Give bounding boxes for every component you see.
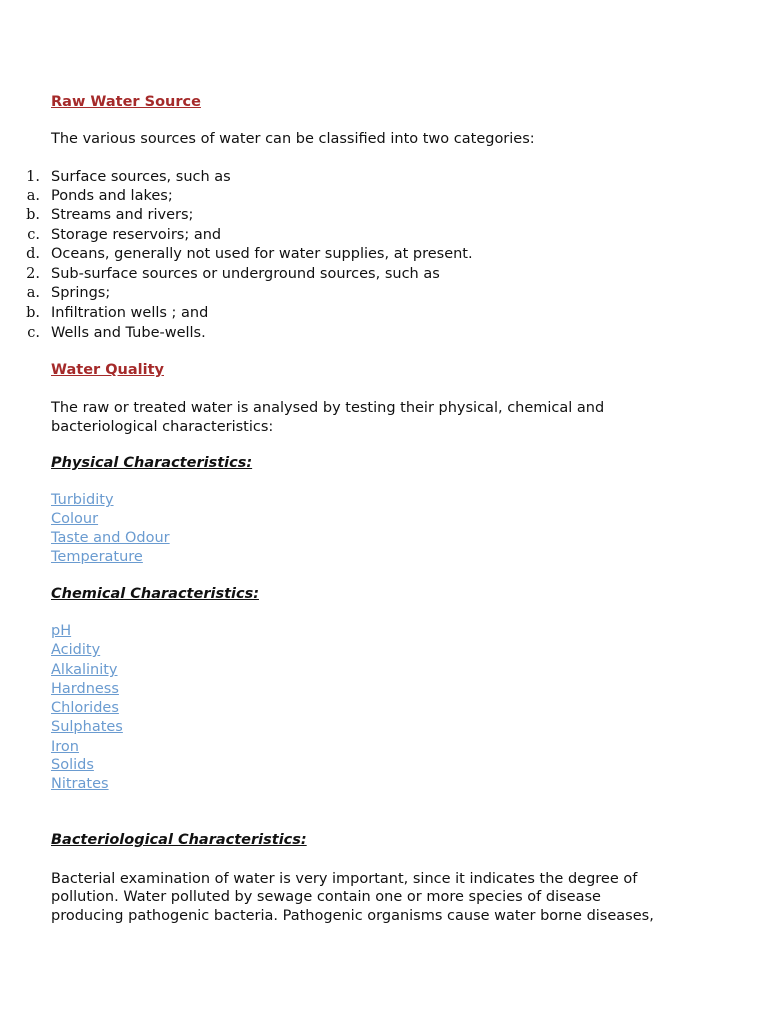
list-item: Wells and Tube-wells.: [51, 325, 206, 341]
water-quality-intro-line1: The raw or treated water is analysed by testing their physical, chemical and: [51, 400, 605, 416]
list-item: Streams and rivers;: [51, 207, 194, 223]
list-item: Oceans, generally not used for water supplies, at present.: [51, 246, 473, 262]
link-turbidity[interactable]: Turbidity: [51, 492, 114, 508]
list-marker: a.: [26, 188, 40, 204]
list-item: Sub-surface sources or underground sources, such as: [51, 266, 440, 282]
bacteriological-characteristics-heading: Bacteriological Characteristics:: [51, 832, 307, 848]
bacteriological-paragraph-line1: Bacterial examination of water is very important, since it indicates the degree of: [51, 871, 638, 887]
link-sulphates[interactable]: Sulphates: [51, 719, 123, 735]
list-marker: d.: [26, 246, 40, 262]
link-acidity[interactable]: Acidity: [51, 642, 101, 658]
raw-water-intro: The various sources of water can be classified into two categories:: [51, 131, 535, 147]
list-item: Infiltration wells ; and: [51, 305, 209, 321]
list-marker: b.: [26, 305, 40, 321]
list-marker: 1.: [26, 169, 40, 185]
list-item: Storage reservoirs; and: [51, 227, 222, 243]
list-item: Surface sources, such as: [51, 169, 231, 185]
bacteriological-paragraph-line3: producing pathogenic bacteria. Pathogenic organisms cause water borne diseases,: [51, 908, 654, 924]
link-taste-and-odour[interactable]: Taste and Odour: [51, 530, 170, 546]
link-iron[interactable]: Iron: [51, 739, 79, 755]
list-marker: 2.: [26, 266, 40, 282]
list-item: Springs;: [51, 285, 111, 301]
bacteriological-paragraph-line2: pollution. Water polluted by sewage contain one or more species of disease: [51, 889, 601, 905]
list-marker: c.: [27, 325, 40, 341]
link-hardness[interactable]: Hardness: [51, 681, 119, 697]
list-item: Ponds and lakes;: [51, 188, 173, 204]
link-colour[interactable]: Colour: [51, 511, 99, 527]
raw-water-source-heading: Raw Water Source: [51, 94, 201, 110]
link-alkalinity[interactable]: Alkalinity: [51, 662, 118, 678]
water-quality-heading: Water Quality: [51, 362, 164, 378]
link-solids[interactable]: Solids: [51, 757, 94, 773]
list-marker: b.: [26, 207, 40, 223]
link-chlorides[interactable]: Chlorides: [51, 700, 119, 716]
link-ph[interactable]: pH: [51, 623, 72, 639]
link-nitrates[interactable]: Nitrates: [51, 776, 109, 792]
list-marker: c.: [27, 227, 40, 243]
physical-characteristics-heading: Physical Characteristics:: [51, 455, 253, 471]
chemical-characteristics-heading: Chemical Characteristics:: [51, 586, 259, 602]
water-quality-intro-line2: bacteriological characteristics:: [51, 419, 274, 435]
link-temperature[interactable]: Temperature: [51, 549, 143, 565]
list-marker: a.: [26, 285, 40, 301]
